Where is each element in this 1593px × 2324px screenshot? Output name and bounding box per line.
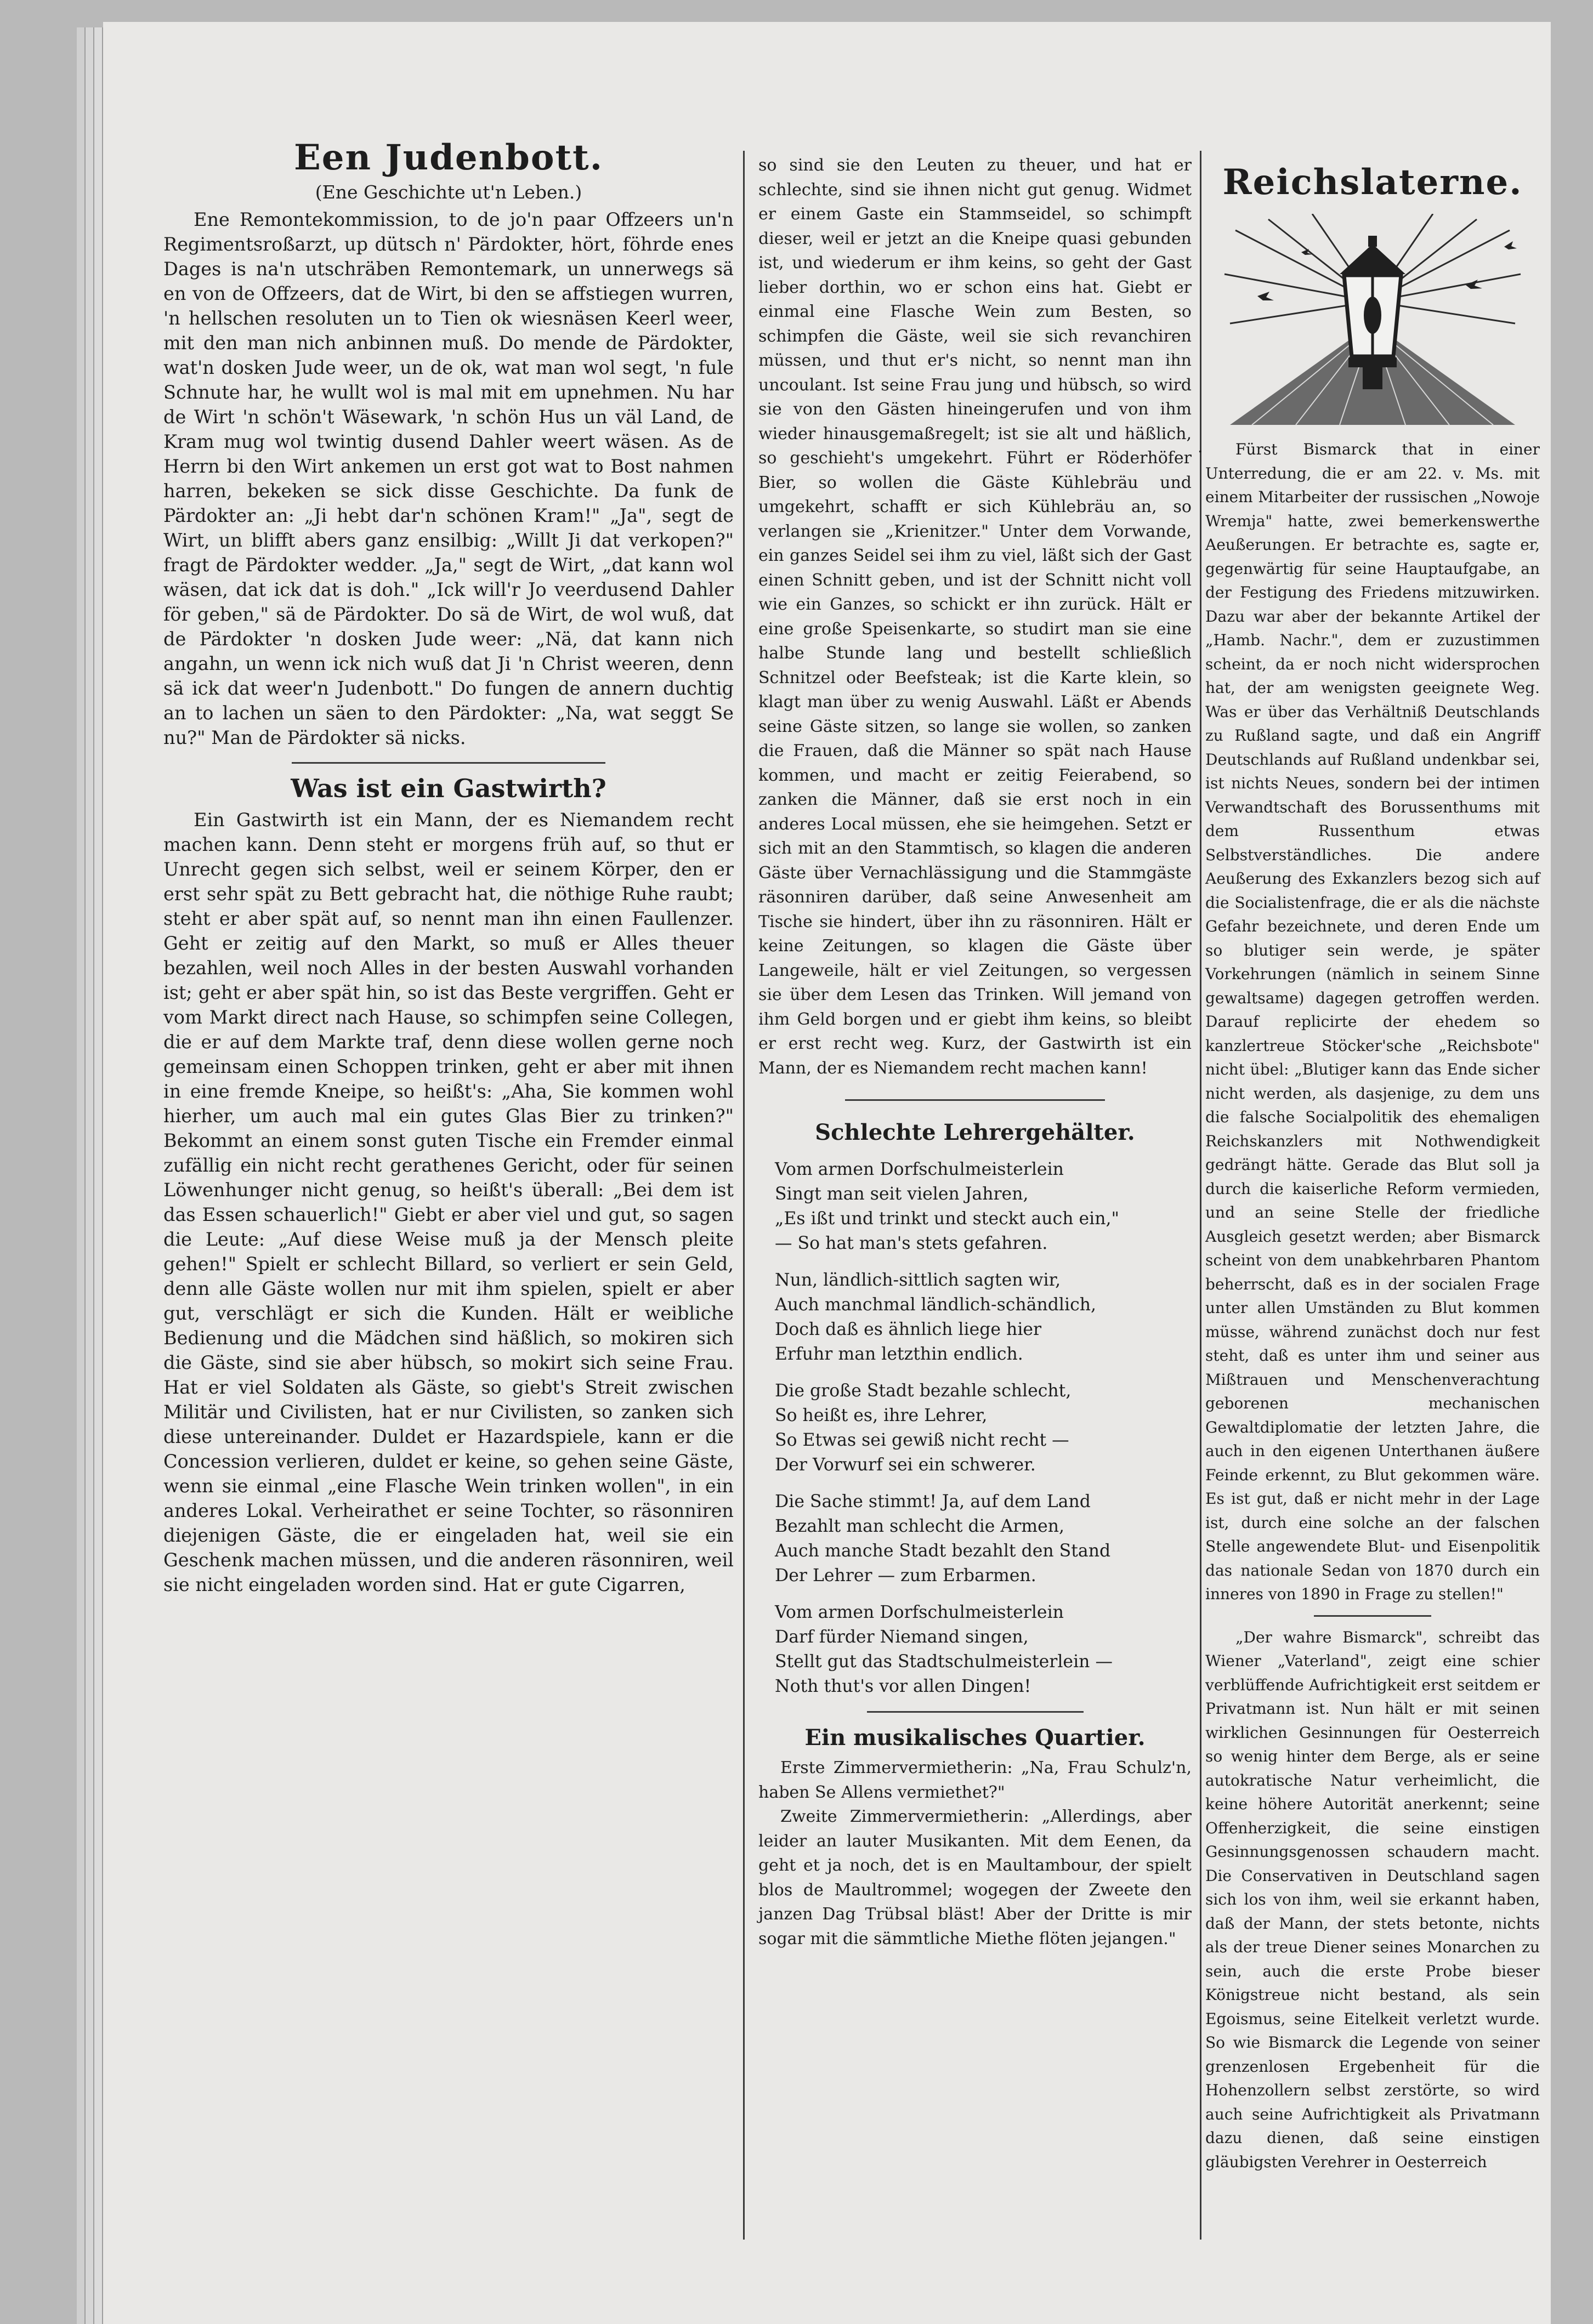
poem-line: Erfuhr man letzthin endlich. xyxy=(775,1344,1023,1364)
poem-line: Nun, ländlich-sittlich sagten wir, xyxy=(775,1270,1061,1290)
poem-line: — So hat man's stets gefahren. xyxy=(775,1234,1048,1253)
column-title: Reichslaterne. xyxy=(1222,162,1523,203)
poem-line: Der Lehrer — zum Erbarmen. xyxy=(775,1566,1036,1586)
section-divider xyxy=(867,1711,1084,1713)
poem-line: Der Vorwurf sei ein schwerer. xyxy=(775,1455,1036,1475)
page-edge xyxy=(77,27,86,2324)
poem-line: Darf fürder Niemand singen, xyxy=(775,1627,1029,1647)
article-title: Was ist ein Gastwirth? xyxy=(291,774,606,803)
poem-stanza xyxy=(775,1490,1192,1588)
poem-stanza xyxy=(775,1600,1192,1699)
column-divider xyxy=(743,151,745,2240)
section-divider xyxy=(292,762,605,764)
poem-line: „Es ißt und trinkt und steckt auch ein," xyxy=(775,1209,1120,1229)
poem-line: Vom armen Dorfschulmeisterlein xyxy=(775,1603,1064,1622)
poem-line: Bezahlt man schlecht die Armen, xyxy=(775,1516,1065,1536)
poem-line: So heißt es, ihre Lehrer, xyxy=(775,1406,988,1425)
article-subtitle: (Ene Geschichte ut'n Leben.) xyxy=(315,181,582,203)
paragraph: Ene Remontekommission, to de jo'n paar Offzeers un'n Regimentsroßarzt, up dütsch n' Pärdokter, hört, föhrde enes Dages is na'n utschräben Remontemark, un unnerwegs sä en von de Offzeers, dat de Wirt, bi den se affstiegen wurren, 'n hellschen resoluten un to Tien ok wiesnäsen Keerl weer, mit den man nich anbinnen muß. Do mende de Pärdokter, wat'n dosken Jude weer, un de ok, wat man wol segt, 'n fule Schnute har, he wullt wol is mal mit em upnehmen. Nu har de Wirt 'n schön't Wäsewark, 'n schön Hus un väl Land, de Kram mug wol twintig dusend Dahler weert wäsen. As de Herrn bi den Wirt ankemen un erst got wat to Bost nahmen harren, bekeken se sick disse Geschichte. Da funk de Pärdokter an: „Ji hebt dar'n schönen Kram!" „Ja", segt de Wirt, un blifft abers ganz ensilbig: „Willt Ji dat verkopen?" fragt de Pärdokter wedder. „Ja," segt de Wirt, „dat kann wol wäsen, dat ick dat is doh." „Ick will'r Jo veerdusend Dahler för geben," sä de Pärdokter. Do sä de Wirt, de wol wuß, dat de Pärdokter 'n dosken Jude weer: „Nä, dat kann nich angahn, un wenn ick nich wuß dat Ji 'n Christ weeren, denn sä ick dat weer'n Judenbott." Do fungen de annern duchtig an to lachen un säen to den Pärdokter: „Na, wat seggt Se nu?" Man de Pärdokter sä nicks. xyxy=(163,209,734,748)
poem-line: Noth thut's vor allen Dingen! xyxy=(775,1677,1031,1696)
article-body xyxy=(163,207,734,750)
paragraph: Fürst Bismarck that in einer Unterredung, die er am 22. v. Ms. mit einem Mitarbeiter der russischen „Nowoje Wremja" hatte, zwei bemerkenswerthe Aeußerungen. Er betrachte es, sagte er, gegenwärtig für seine Hauptaufgabe, an der Festigung des Friedens mitzuwirken. Dazu war aber der bekannte Artikel der „Hamb. Nachr.", dem er zuzustimmen scheint, da er noch nicht widersprochen hat, der am wenigsten geeignete Weg. Was er über das Verhältniß Deutschlands zu Rußland sagte, und daß ein Angriff Deutschlands auf Rußland undenkbar sei, ist nichts Neues, sondern bei der intimen Verwandtschaft des Borussenthums mit dem Russenthum etwas Selbstverständliches. Die andere Aeußerung des Exkanzlers bezog sich auf die Socialistenfrage, die er als die nächste Gefahr bezeichnete, und deren Ende um so blutiger sein werde, je später Vorkehrungen (nämlich in seinem Sinne gewaltsame) dagegen getroffen werden. Darauf replicirte der ehedem so kanzlertreue Stöcker'sche „Reichsbote" nicht übel: „Blutiger kann das Ende sicher nicht werden, als dasjenige, zu dem uns die falsche Socialpolitik des ehemaligen Reichskanzlers mit Nothwendigkeit gedrängt hätte. Gerade das Blut soll ja durch die kaiserliche Reform vermieden, und an seine Stelle der friedliche Ausgleich gesetzt werden; aber Bismarck scheint von dem unabkehrbaren Phantom beherrscht, daß es in der socialen Frage unter allen Umständen zu Blut kommen müsse, während zunächst doch nur fest steht, daß es unter ihm und seiner aus Mißtrauen und Menschenverachtung geborenen mechanischen Gewaltdiplomatie der letzten Jahre, die auch in den eigenen Unterthanen äußere Feinde erkennt, zu Blut gekommen wäre. Es ist gut, daß er nicht mehr in der Lage ist, durch eine solche an der falschen Stelle angewendete Blut- und Eisenpolitik das nationale Sedan von 1870 durch ein inneres von 1890 in Frage zu stellen!" xyxy=(1205,440,1540,1603)
poem-stanza xyxy=(775,1379,1192,1478)
column-1 xyxy=(163,137,734,1597)
newspaper-page xyxy=(103,22,1551,2324)
section-divider xyxy=(845,1099,1105,1101)
article-body xyxy=(758,1756,1192,1951)
margin-mark: . xyxy=(1198,437,1203,457)
page-edge xyxy=(94,27,103,2324)
poem-line: Auch manche Stadt bezahlt den Stand xyxy=(775,1541,1111,1561)
paragraph: Ein Gastwirth ist ein Mann, der es Niemandem recht machen kann. Denn steht er morgens früh auf, so thut er Unrecht gegen sich selbst, weil er seinem Körper, den er erst sehr spät zu Bett gebracht hat, die nöthige Ruhe raubt; steht er aber spät auf, so nennt man ihn einen Faullenzer. Geht er zeitig auf den Markt, so muß er Alles theuer bezahlen, weil noch Alles in der besten Auswahl vorhanden ist; geht er aber spät hin, so ist das Beste vergriffen. Geht er vom Markt direct nach Hause, so schimpfen seine Collegen, die er auf dem Markte traf, denn diese wollen gerne noch gemeinsam einen Schoppen trinken, geht er aber mit ihnen in eine fremde Kneipe, so heißt's: „Aha, Sie kommen wohl hierher, um auch mal ein gutes Glas Bier zu trinken?" Bekommt an einem sonst guten Tische ein Fremder einmal zufällig ein nicht recht gerathenes Gericht, oder für seinen Löwenhunger nicht genug, so heißt's überall: „Bei dem ist das Essen schauerlich!" Giebt er aber viel und gut, so sagen die Leute: „Auf diese Weise muß ja der Mensch pleite gehen!" Spielt er schlecht Billard, so verliert er sein Geld, denn alle Gäste wollen nur mit ihm spielen, spielt er aber gut, verschlägt er sich die Kunden. Hält er weibliche Bedienung und die Mädchen sind häßlich, so mokiren sich die Gäste, sind sie aber hübsch, so mokirt sich seine Frau. Hat er viel Soldaten als Gäste, so giebt's Streit zwischen Militär und Civilisten, hat er nur Civilisten, so zanken sich diese untereinander. Duldet er Hazardspiele, kann er die Concession verlieren, duldet er keine, so gehen seine Gäste, wenn sie einmal „eine Flasche Wein trinken wollen", in ein anderes Lokal. Verheirathet er seine Tochter, so räsonniren diejenigen Gäste, die er eingeladen hat, weil sie ein Geschenk machen müssen, und die anderen räsonniren, weil sie nicht eingeladen worden sind. Hat er gute Cigarren, xyxy=(163,809,734,1595)
poem-line: So Etwas sei gewiß nicht recht — xyxy=(775,1430,1069,1450)
article-title: Ein musikalisches Quartier. xyxy=(804,1725,1146,1751)
paragraph: „Der wahre Bismarck", schreibt das Wiener „Vaterland", zeigt eine schier verblüffende Aufrichtigkeit erst seitdem er Privatmann ist. Nun hält er mit seinen wirklichen Gesinnungen für Oesterreich so wenig hinter dem Berge, als er seine autokratische Natur verheimlicht, die keine höhere Autorität anerkennt; seine Offenherzigkeit, die seine einstigen Gesinnungsgenossen schaudern macht. Die Conservativen in Deutschland sagen sich los von ihm, weil sie erkannt haben, daß der Mann, der stets betonte, nichts als der treue Diener seines Monarchen zu sein, auch die erste Probe bieser Königstreue nicht bestand, als sein Egoismus, seine Eitelkeit verletzt wurde. So wie Bismarck die Legende von seiner grenzenlosen Ergebenheit für die Hohenzollern selbst zerstörte, so wird auch seine Aufrichtigkeit als Privatmann dazu dienen, daß seine einstigen gläubigsten Verehrer in Oesterreich xyxy=(1205,1628,1540,2171)
article-body xyxy=(1198,437,1540,2174)
poem-line: Singt man seit vielen Jahren, xyxy=(775,1184,1029,1204)
article-body xyxy=(163,808,734,1597)
column-2 xyxy=(758,154,1192,1951)
poem-line: Doch daß es ähnlich liege hier xyxy=(775,1320,1042,1339)
column-3 xyxy=(1198,162,1540,2174)
poem-line: Die Sache stimmt! Ja, auf dem Land xyxy=(775,1492,1091,1512)
lantern-illustration xyxy=(1219,214,1526,428)
lantern-icon xyxy=(1219,214,1526,428)
poem-stanza xyxy=(775,1268,1192,1367)
section-divider xyxy=(1314,1615,1431,1617)
paragraph: Zweite Zimmervermietherin: „Allerdings, aber leider an lauter Musikanten. Mit dem Eenen, da geht et ja noch, det is en Maultambour, der spielt blos de Maultrommel; wogegen der Zweete den janzen Dag Trübsal bläst! Aber der Dritte is mir sogar mit die sämmtliche Miethe flöten jejangen." xyxy=(758,1807,1192,1948)
paragraph: so sind sie den Leuten zu theuer, und hat er schlechte, sind sie ihnen nicht gut genug. Widmet er einem Gaste ein Stammseidel, so schimpft dieser, weil er jetzt an die Kneipe quasi gebunden ist, und wiederum er ihm keins, so geht der Gast lieber dorthin, wo er schon eins hat. Giebt er einmal eine Flasche Wein zum Besten, so schimpfen die Gäste, weil sie sich revanchiren müssen, und thut er's nicht, so nennt man ihn uncoulant. Ist seine Frau jung und hübsch, so wird sie von den Gästen hineingerufen und von ihm wieder hinausgemaßregelt; ist sie alt und häßlich, so geschieht's umgekehrt. Führt er Röderhöfer Bier, so wollen die Gäste Kühlebräu und umgekehrt, schafft er sich Kühlebräu an, so verlangen sie „Krienitzer." Unter dem Vorwande, ein ganzes Seidel sei ihm zu viel, läßt sich der Gast einen Schnitt geben, und ist der Schnitt nicht voll wie ein Ganzes, so schickt er ihn zurück. Hält er eine große Speisenkarte, so studirt man sie eine halbe Stunde lang und bestellt schließlich Schnitzel oder Beefsteak; ist die Karte klein, so klagt man über zu wenig Auswahl. Läßt er Abends seine Gäste sitzen, so lange sie wollen, so zanken die Frauen, daß die Männer so spät nach Hause kommen, und macht er zeitig Feierabend, so zanken die Männer, daß sie erst noch in ein anderes Local müssen, ehe sie heimgehen. Setzt er sich mit an den Stammtisch, so klagen die anderen Gäste über Vernachlässigung und die Stammgäste räsonniren darüber, daß seine Anwesenheit am Tische sie hindert, über ihn zu räsonniren. Hält er keine Zeitungen, so klagen die Gäste über Langeweile, hält er viel Zeitungen, so vergessen sie über dem Lesen das Trinken. Will jemand von ihm Geld borgen und er giebt ihm keins, so bleibt er erst recht weg. Kurz, der Gastwirth ist ein Mann, der es Niemandem recht machen kann! xyxy=(758,156,1192,1078)
poem-title: Schlechte Lehrergehälter. xyxy=(815,1120,1135,1145)
poem-line: Stellt gut das Stadtschulmeisterlein — xyxy=(775,1652,1113,1672)
poem xyxy=(758,1157,1192,1699)
page-edge xyxy=(86,27,94,2324)
article-body xyxy=(758,154,1192,1081)
paragraph: Erste Zimmervermietherin: „Na, Frau Schulz'n, haben Se Allens vermiethet?" xyxy=(758,1758,1192,1802)
poem-stanza xyxy=(775,1157,1192,1256)
poem-line: Die große Stadt bezahle schlecht, xyxy=(775,1381,1072,1401)
article-title: Een Judenbott. xyxy=(294,137,603,178)
poem-line: Auch manchmal ländlich-schändlich, xyxy=(775,1295,1097,1315)
poem-line: Vom armen Dorfschulmeisterlein xyxy=(775,1160,1064,1179)
column-divider xyxy=(1200,151,1201,2240)
